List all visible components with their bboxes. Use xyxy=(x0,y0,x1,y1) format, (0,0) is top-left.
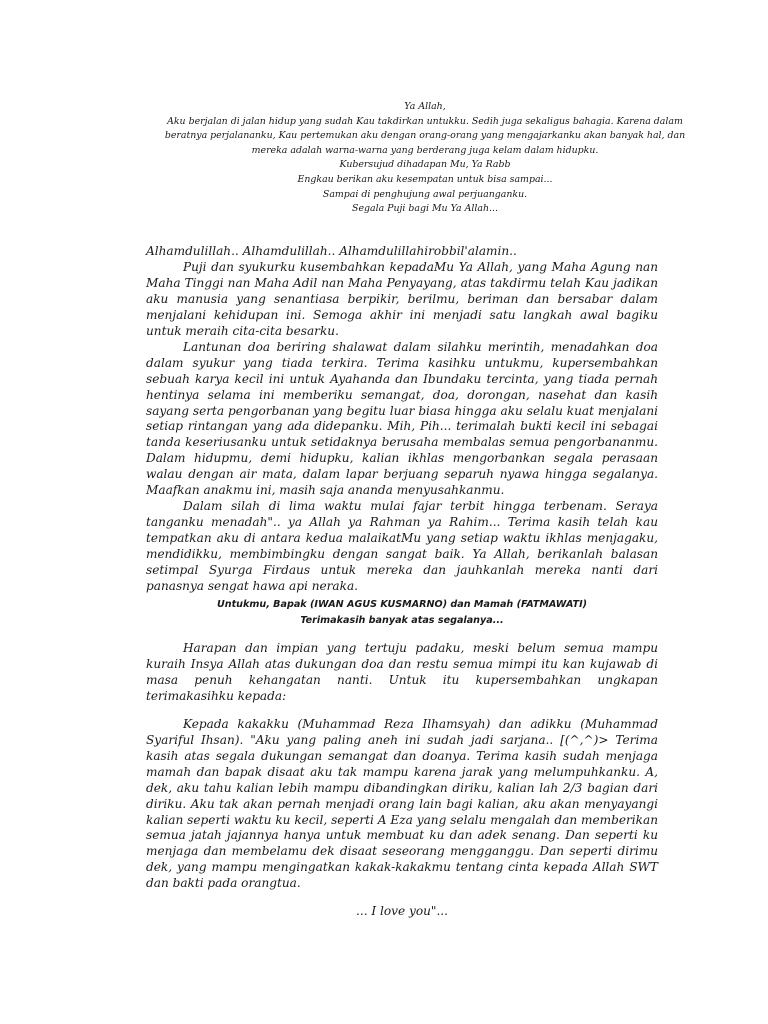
poem-line: Sampai di penghujung awal perjuanganku. xyxy=(322,188,528,200)
paragraph-prayer: Dalam silah di lima waktu mulai fajar terbit hingga terbenam. Seraya tanganku menadah".. ya Allah ya Rahman ya Rahim... Terima kasih telah kau tempatkan aku di antara kedua malaikatMu yang setiap waktu ikhlas menjagaku, mendidikku, membimbingku dengan sangat baik. Ya Allah, berikanlah balasan setimpal Syurga Firdaus untuk mereka dan jauhkanlah mereka nanti dari panasnya sengat hawa api neraka. xyxy=(146,499,658,594)
poem-line: Ya Allah, xyxy=(404,101,446,112)
paragraph-siblings: Kepada kakakku (Muhammad Reza Ilhamsyah) dan adikku (Muhammad Syariful Ihsan). "Aku yang paling aneh ini sudah jadi sarjana.. [(^,^)> Terima kasih atas segala dukungan semangat dan doanya. Terima kasih sudah menjaga mamah dan bapak disaat aku tak mampu karena jarak yang melumpuhkanku. A, dek, aku tahu kalian lebih mampu dibandingkan diriku, kalian lah 2/3 bagian dari diriku. Aku tak akan pernah menjadi orang lain bagi kalian, aku akan menyayangi kalian seperti waktu ku kecil, seperti A Eza yang selalu mengalah dan memberikan semua jatah jajannya hanya untuk membuat ku dan adek senang. Dan seperti ku menjaga dan membelamu dek disaat seseorang mengganggu. Dan seperti dirimu dek, yang mampu mengingatkan kakak-kakakmu tentang cinta kepada Allah SWT dan bakti pada orangtua. xyxy=(146,716,658,891)
dedication-body xyxy=(146,244,658,920)
parents-dedication xyxy=(146,597,658,629)
poem-line: Engkau berikan aku kesempatan untuk bisa sampai... xyxy=(297,173,553,185)
poem-line: mereka adalah warna-warna yang berderang juga kelam dalam hidupku. xyxy=(251,144,599,156)
dedication-line: Untukmu, Bapak (IWAN AGUS KUSMARNO) dan Mamah (FATMAWATI) xyxy=(216,598,588,610)
dedication-line: Terimakasih banyak atas segalanya... xyxy=(300,614,504,626)
opening-line: Alhamdulillah.. Alhamdulillah.. Alhamdulillahirobbil'alamin.. xyxy=(146,244,517,258)
opening-poem xyxy=(140,100,710,217)
paragraph-hopes: Harapan dan impian yang tertuju padaku, meski belum semua mampu kuraih Insya Allah atas dukungan doa dan restu semua mimpi itu kan kujawab di masa penuh kehangatan nanti. Untuk itu kupersembahkan ungkapan terimakasihku kepada: xyxy=(146,640,658,703)
poem-line: Aku berjalan di jalan hidup yang sudah Kau takdirkan untukku. Sedih juga sekaligus bahagia. Karena dalam xyxy=(167,115,683,127)
poem-line: beratnya perjalananku, Kau pertemukan aku dengan orang-orang yang mengajarkanku akan banyak hal, dan xyxy=(164,130,686,142)
poem-line: Kubersujud dihadapan Mu, Ya Rabb xyxy=(339,159,511,171)
paragraph-gratitude: Puji dan syukurku kusembahkan kepadaMu Ya Allah, yang Maha Agung nan Maha Tinggi nan Maha Adil nan Maha Penyayang, atas takdirmu telah Kau jadikan aku manusia yang senantiasa berpikir, berilmu, beriman dan bersabar dalam menjalani kehidupan ini. Semoga akhir ini menjadi satu langkah awal bagiku untuk meraih cita-cita besarku. xyxy=(146,259,658,338)
poem-line: Segala Puji bagi Mu Ya Allah... xyxy=(352,203,498,215)
paragraph-parents: Lantunan doa beriring shalawat dalam silahku merintih, menadahkan doa dalam syukur yang tiada terkira. Terima kasihku untukmu, kupersembahkan sebuah karya kecil ini untuk Ayahanda dan Ibundaku tercinta, yang tiada pernah hentinya selama ini memberiku semangat, doa, dorongan, nasehat dan kasih sayang serta pengorbanan yang begitu luar biasa hingga aku selalu kuat menjalani setiap rintangan yang ada didepanku. Mih, Pih... terimalah bukti kecil ini sebagai tanda keseriusanku untuk setidaknya berusaha membalas semua pengorbananmu. Dalam hidupmu, demi hidupku, kalian ikhlas mengorbankan segala perasaan walau dengan air mata, dalam lapar berjuang separuh nyawa hingga segalanya. Maafkan anakmu ini, masih saja ananda menyusahkanmu. xyxy=(146,339,658,498)
closing-line: ... I love you"... xyxy=(356,904,448,919)
